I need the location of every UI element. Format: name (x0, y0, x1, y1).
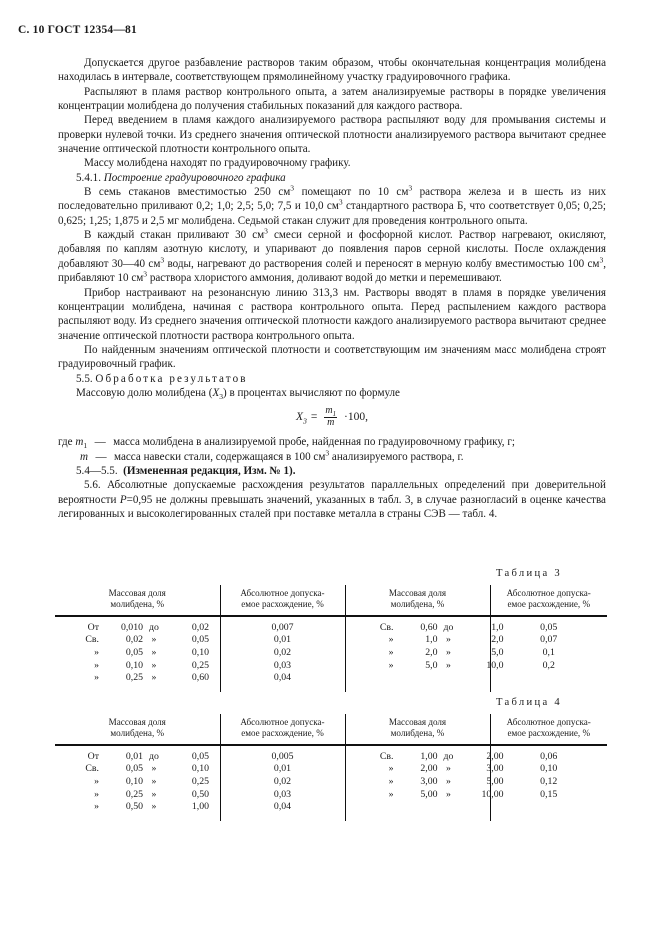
table-4-col-header-1: Массовая доля молибдена, % (55, 714, 220, 745)
paragraph-5 (58, 185, 606, 228)
value-cell: 0,04 (273, 801, 292, 813)
range-row: » 2,00 » 3,00 (388, 763, 504, 775)
value-cell: 0,05 (540, 621, 558, 633)
paragraph-2: Распыляют в пламя раствор контрольного опыта, а затем анализируемые растворы в порядке увеличения концентрации молибдена до получения стабильных показаний для каждого раствора. (58, 85, 606, 113)
range-list-right-4 (346, 750, 504, 801)
para6-seg-c: воды, нагревают до растворения солей и переносят в мерную колбу вместимостью 100 см (164, 257, 600, 270)
table-4-right-ranges (345, 745, 504, 821)
paragraph-6 (58, 228, 606, 285)
range-row: » 0,10 » 0,25 (94, 659, 209, 671)
para9-seg-a: Массовую долю молибдена ( (76, 386, 213, 399)
superscript-cm3: 3 (408, 183, 413, 193)
table-3-col-header-3: Массовая доля молибдена, % (345, 585, 490, 616)
formula-definitions (58, 435, 606, 464)
formula-numerator (322, 406, 339, 417)
table-4-body (55, 745, 607, 821)
table-3-block (55, 568, 607, 692)
where-label: где (58, 436, 73, 449)
range-row: » 3,00 » 5,00 (388, 776, 504, 787)
table-4-left-values (220, 745, 345, 821)
range-list-right-3 (346, 621, 504, 672)
definition-text (114, 447, 606, 464)
formula-lhs-symbol: X (295, 411, 303, 424)
para9-seg-b: ) в процентах вычисляют по формуле (223, 386, 400, 399)
paragraph-9 (58, 386, 606, 400)
table-3-col-header-1: Массовая доля молибдена, % (55, 585, 220, 616)
table-3-left-values (220, 616, 345, 692)
range-row: Св. 0,02 » 0,05 (85, 634, 209, 646)
superscript-cm3: 3 (160, 255, 165, 265)
range-row: Св. 0,05 » 0,10 (85, 763, 209, 775)
formula-block (58, 406, 606, 428)
formula-lhs (295, 411, 307, 426)
table-4-block (55, 697, 607, 821)
amendment-text: (Измененная редакция, Изм. № 1). (123, 464, 296, 477)
paragraph-3: Перед введением в пламя каждого анализируемого раствора распыляют воду для промывания системы и проверки нулевой точки. Из среднего значения оптической плотности анализируемого раствора вычитают среднее значение оптической плотности контрольного опыта. (58, 114, 606, 156)
table-4-caption: Таблица 4 (495, 697, 562, 708)
para6-seg-b: смеси серной и фосфорной кислот. Раствор нагревают, окисляют, добавляя по каплям азотную кислоту, и упаривают до появления паров серной кислоты. После охлаждения добавляют 30—40 см (58, 229, 607, 270)
range-row: » 0,25 » 0,60 (94, 672, 209, 684)
table-4-header (55, 714, 607, 745)
clause-number: 5.5. (76, 372, 93, 385)
document-body (58, 56, 606, 521)
definition-row-m1 (58, 435, 606, 449)
definition-dash: — (95, 450, 107, 463)
table-3-left-ranges (55, 616, 220, 692)
superscript-cm3: 3 (338, 197, 343, 207)
value-cell: 0,04 (273, 672, 292, 684)
range-list-left-4 (55, 751, 220, 814)
table-4-col-header-2: Абсолютное допуска- емое расхождение, % (220, 714, 345, 745)
range-row: » 5,0 » 10,0 (388, 659, 504, 671)
para6-seg-e: раствора хлористого аммония, доливают водой до метки и перемешивают. (147, 272, 502, 285)
clause-5-5-heading (58, 372, 606, 386)
superscript-cm3: 3 (599, 255, 604, 265)
value-cell: 0,12 (540, 776, 558, 787)
definition-symbol-subscript: 1 (83, 441, 88, 451)
definition-dash: — (94, 436, 106, 449)
clause-5-4-5-5-amendment (58, 464, 606, 478)
superscript-cm3: 3 (264, 226, 268, 236)
formula-numerator-symbol: m (325, 405, 333, 417)
value-cell: 0,03 (273, 788, 292, 800)
variable-x-subscript: 3 (219, 392, 223, 402)
variable-x: X (212, 386, 220, 399)
formula-multiplier: ·100, (344, 411, 369, 424)
value-cell: 0,007 (271, 621, 294, 633)
para5-seg-d: стандартного раствора Б, что соответствует 0,05; 0,25; 0,625; 1,25; 1,875 и 2,5 мг молибдена. Седьмой стакан служит для проведения контрольного опыта. (58, 200, 607, 227)
range-row: » 0,10 » 0,25 (94, 776, 209, 787)
table-3 (55, 585, 607, 692)
table-4-header-row (55, 714, 607, 745)
range-row: » 2,0 » 5,0 (388, 647, 504, 658)
formula-denominator: m (324, 417, 337, 429)
superscript-cm3: 3 (143, 269, 148, 279)
para5-seg-b: помещают по 10 см (294, 186, 409, 199)
range-row: » 5,00 » 10,00 (388, 788, 504, 800)
table-3-col-header-2: Абсолютное допуска- емое расхождение, % (220, 585, 345, 616)
value-cell: 0,01 (273, 763, 292, 775)
clause-title: Обработка результатов (95, 372, 248, 385)
clause-5-4-1-heading (58, 171, 606, 185)
definition-text: масса молибдена в анализируемой пробе, найденная по градуировочному графику, г; (113, 436, 515, 449)
table-3-header (55, 585, 607, 616)
formula-numerator-subscript: 1 (332, 411, 337, 419)
value-cell: 0,02 (273, 647, 292, 658)
paragraph-1: Допускается другое разбавление растворов таким образом, чтобы окончательная концентрация молибдена находилась в интервале, соответствующем прямолинейному участку градуировочного графика. (58, 57, 606, 84)
formula-equals: = (310, 411, 318, 424)
range-list-left-3 (55, 622, 220, 685)
value-cell: 0,10 (540, 763, 558, 775)
definition-symbol: m (80, 450, 89, 463)
value-cell: 0,03 (273, 659, 292, 671)
definition-text-seg-a: масса навески стали, содержащаяся в 100 см (114, 450, 326, 463)
clause-number: 5.4.1. (76, 171, 101, 184)
table-4 (55, 714, 607, 821)
paragraph-7: Прибор настраивают на резонансную линию 313,3 нм. Растворы вводят в пламя в порядке увеличения концентрации молибдена, начиная с раствора контрольного опыта. Перед распылением каждого раствора распыляют воду. Из среднего значения оптической плотности каждого анализируемого раствора вычитают среднее значение оптической плотности раствора контрольного опыта. (58, 286, 606, 342)
definition-symbol: m (75, 436, 84, 449)
definition-lead (58, 450, 88, 464)
range-row: » 0,50 » 1,00 (94, 801, 209, 813)
formula-fraction (322, 406, 339, 428)
para10-seg-b: =0,95 не должны превышать значений, указанных в табл. 3, в случае разногласий в оценке качества легированных и высоколегированных сталей при поставке металла в страны СЭВ — табл. 4. (58, 493, 606, 520)
table-4-col-header-4: Абсолютное допуска- емое расхождение, % (490, 714, 607, 745)
value-cell: 0,15 (540, 788, 558, 800)
range-row: » 0,05 » 0,10 (94, 647, 209, 658)
table-4-right-values (490, 745, 607, 821)
range-row: От 0,010 до 0,02 (87, 621, 209, 633)
range-row: » 0,25 » 0,50 (94, 788, 209, 800)
value-cell: 0,1 (542, 647, 555, 658)
range-row: » 1,0 » 2,0 (388, 634, 504, 646)
superscript-cm3: 3 (325, 447, 330, 457)
table-4-left-ranges (55, 745, 220, 821)
table-row (55, 745, 607, 821)
paragraph-4: Массу молибдена находят по градуировочному графику. (84, 157, 351, 170)
value-cell: 0,06 (540, 750, 558, 762)
definition-row-m (58, 447, 606, 464)
range-row: От 0,01 до 0,05 (87, 750, 209, 762)
para10-seg-a: 5.6. Абсолютные допускаемые расхождения результатов параллельных определений при доверительной вероятности (58, 479, 606, 506)
definition-lead (58, 435, 87, 449)
table-3-right-ranges (345, 616, 504, 692)
value-cell: 0,07 (540, 634, 558, 646)
variable-p: P (119, 493, 127, 506)
para6-seg-a: В каждый стакан приливают 30 см (84, 229, 265, 242)
formula-mass-fraction (296, 406, 368, 428)
paragraph-10 (58, 478, 606, 521)
table-4-col-header-3: Массовая доля молибдена, % (345, 714, 490, 745)
range-row: Св. 0,60 до 1,0 (379, 621, 504, 633)
table-row (55, 616, 607, 692)
formula-lhs-subscript: 3 (303, 416, 307, 426)
clause-title: Построение градуировочного графика (103, 171, 286, 184)
value-cell: 0,2 (542, 659, 555, 671)
para5-seg-a: В семь стаканов вместимостью 250 см (84, 186, 291, 199)
definition-text-seg-b: анализируемого раствора, г. (329, 450, 464, 463)
para6-seg-d: , прибавляют 10 см (58, 257, 606, 285)
value-cell: 0,02 (273, 776, 292, 787)
superscript-cm3: 3 (290, 183, 295, 193)
paragraph-8: По найденным значениям оптической плотности и соответствующим им значениям масс молибдена строят градуировочный график. (58, 343, 606, 371)
table-3-header-row (55, 585, 607, 616)
table-3-caption: Таблица 3 (495, 568, 562, 579)
amendment-clause-number: 5.4—5.5. (76, 464, 118, 477)
value-cell: 0,005 (271, 750, 294, 762)
table-3-col-header-4: Абсолютное допуска- емое расхождение, % (490, 585, 607, 616)
table-3-right-values (490, 616, 607, 692)
para5-seg-c: раствора железа и в шесть из них последовательно приливают 0,2; 1,0; 2,5; 5,0; 7,5 и 10,0 см (58, 186, 607, 213)
table-3-body (55, 616, 607, 692)
page-header: С. 10 ГОСТ 12354—81 (18, 24, 137, 36)
range-row: Св. 1,00 до 2,00 (379, 750, 504, 762)
value-cell: 0,01 (273, 634, 292, 646)
